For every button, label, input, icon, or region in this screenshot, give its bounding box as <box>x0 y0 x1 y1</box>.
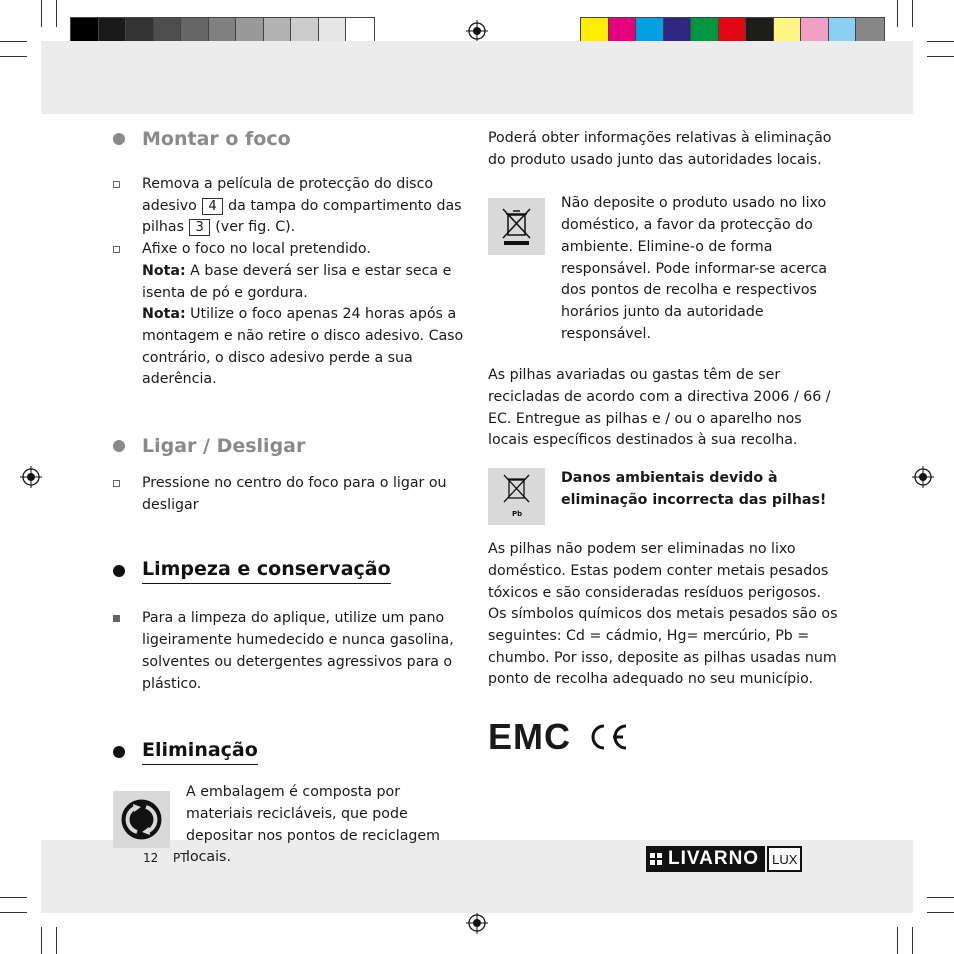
section-heading-montar <box>113 124 468 154</box>
crop-mark <box>56 0 57 27</box>
crop-mark <box>0 912 27 913</box>
registration-mark-icon <box>466 20 488 42</box>
crossed-battery-bin-icon <box>488 468 545 525</box>
section-heading-eliminacao <box>113 737 468 767</box>
livarno-lux-logo <box>646 846 802 872</box>
item-text: Afixe o foco no local pretendido. <box>142 241 371 258</box>
battery-warning-text: Danos ambientais devido à eliminação incorrecta das pilhas! <box>561 470 827 508</box>
compliance-marks <box>488 716 844 758</box>
heading-bullet-icon <box>113 133 125 145</box>
crop-mark <box>0 41 27 42</box>
registration-mark-icon <box>466 912 488 934</box>
green-dot-recycling-icon <box>113 791 170 848</box>
item-text: (ver fig. C). <box>210 219 296 236</box>
packaging-text: A embalagem é composta por materiais recicláveis, que pode depositar nos pontos de reciclagem locais. <box>186 784 440 866</box>
right-column <box>488 128 844 758</box>
heading-bullet-icon <box>113 565 125 577</box>
crop-mark <box>927 912 954 913</box>
square-bullet-icon <box>113 480 120 487</box>
crop-mark <box>0 56 27 57</box>
crossed-bin-icon <box>488 198 545 255</box>
crop-mark <box>927 897 954 898</box>
list-item <box>113 608 468 695</box>
item-text: Remova a película de protecção do disco adesivo <box>142 176 434 214</box>
ce-mark-icon <box>585 722 629 752</box>
registration-mark-icon <box>20 466 42 488</box>
item-text: Pressione no centro do foco para o ligar ou desligar <box>142 475 447 513</box>
logo-wordmark <box>646 846 765 872</box>
list-item <box>113 239 468 391</box>
crop-mark <box>41 927 42 954</box>
list-item <box>113 174 468 239</box>
registration-mark-icon <box>912 466 934 488</box>
battery-pb-label: Pb <box>512 510 523 519</box>
list-item <box>113 473 468 516</box>
heading-bullet-icon <box>113 440 125 452</box>
crop-mark <box>897 927 898 954</box>
battery-warning-row <box>488 468 844 525</box>
square-bullet-icon <box>113 181 120 188</box>
header-band <box>41 41 913 114</box>
note-label: Nota: <box>142 262 186 279</box>
heading-text: Limpeza e conservação <box>142 558 391 584</box>
page-number: 12 <box>143 851 159 865</box>
crop-mark <box>56 927 57 954</box>
item-text: Para a limpeza do aplique, utilize um pano ligeiramente humedecido e nunca gasolina, solventes ou detergentes agressivos para o plástico. <box>142 610 454 692</box>
emc-mark: EMC <box>488 716 571 758</box>
section-heading-limpeza <box>113 556 468 586</box>
heavy-metals-text: As pilhas não podem ser eliminadas no lixo doméstico. Estas podem conter metais pesados tóxicos e são consideradas resíduos perigosos. Os símbolos químicos dos metais pesados são os seguintes: Cd = cádmio, Hg= mercúrio, Pb = chumbo. Por isso, deposite as pilhas usadas num ponto de recolha adequado no seu município. <box>488 541 838 688</box>
square-bullet-icon <box>113 615 120 622</box>
weee-text: Não deposite o produto usado no lixo doméstico, a favor da protecção do ambiente. Elimine-o de forma responsável. Pode informar-se acerca dos pontos de recolha e respectivos horários junto da autoridade responsável. <box>561 195 828 342</box>
logo-squares-icon <box>650 853 662 865</box>
weee-row <box>488 193 844 345</box>
crop-mark <box>927 41 954 42</box>
square-bullet-icon <box>113 246 120 253</box>
disposal-info-text: Poderá obter informações relativas à eliminação do produto usado junto das autoridades locais. <box>488 130 832 168</box>
crop-mark <box>897 0 898 27</box>
item-text: da tampa do compartimento das pilhas <box>142 197 462 236</box>
section-heading-ligar <box>113 431 468 461</box>
part-reference-badge: 3 <box>189 219 209 236</box>
packaging-recycling-row <box>113 784 468 869</box>
crop-mark <box>912 0 913 27</box>
language-code: PT <box>173 851 188 865</box>
crop-mark <box>41 0 42 27</box>
crop-mark <box>927 56 954 57</box>
crop-mark <box>0 897 27 898</box>
heading-text: Montar o foco <box>142 128 291 150</box>
heading-text: Ligar / Desligar <box>142 435 306 458</box>
note-text: A base deverá ser lisa e estar seca e isenta de pó e gordura. <box>142 262 452 301</box>
note-label: Nota: <box>142 306 186 323</box>
crop-mark <box>912 927 913 954</box>
logo-brand-text: LIVARNO <box>668 848 760 869</box>
logo-lux-badge: LUX <box>767 846 802 872</box>
left-column <box>113 124 468 869</box>
note-text: Utilize o foco apenas 24 horas após a montagem e não retire o disco adesivo. Caso contrário, o disco adesivo perde a sua aderência. <box>142 306 464 388</box>
heading-text: Eliminação <box>142 739 258 765</box>
part-reference-badge: 4 <box>202 198 222 215</box>
heading-bullet-icon <box>113 746 125 758</box>
battery-directive-text: As pilhas avariadas ou gastas têm de ser recicladas de acordo com a directiva 2006 / 66 / EC. Entregue as pilhas e / ou o aparelho nos locais específicos destinados à sua recolha. <box>488 367 831 449</box>
